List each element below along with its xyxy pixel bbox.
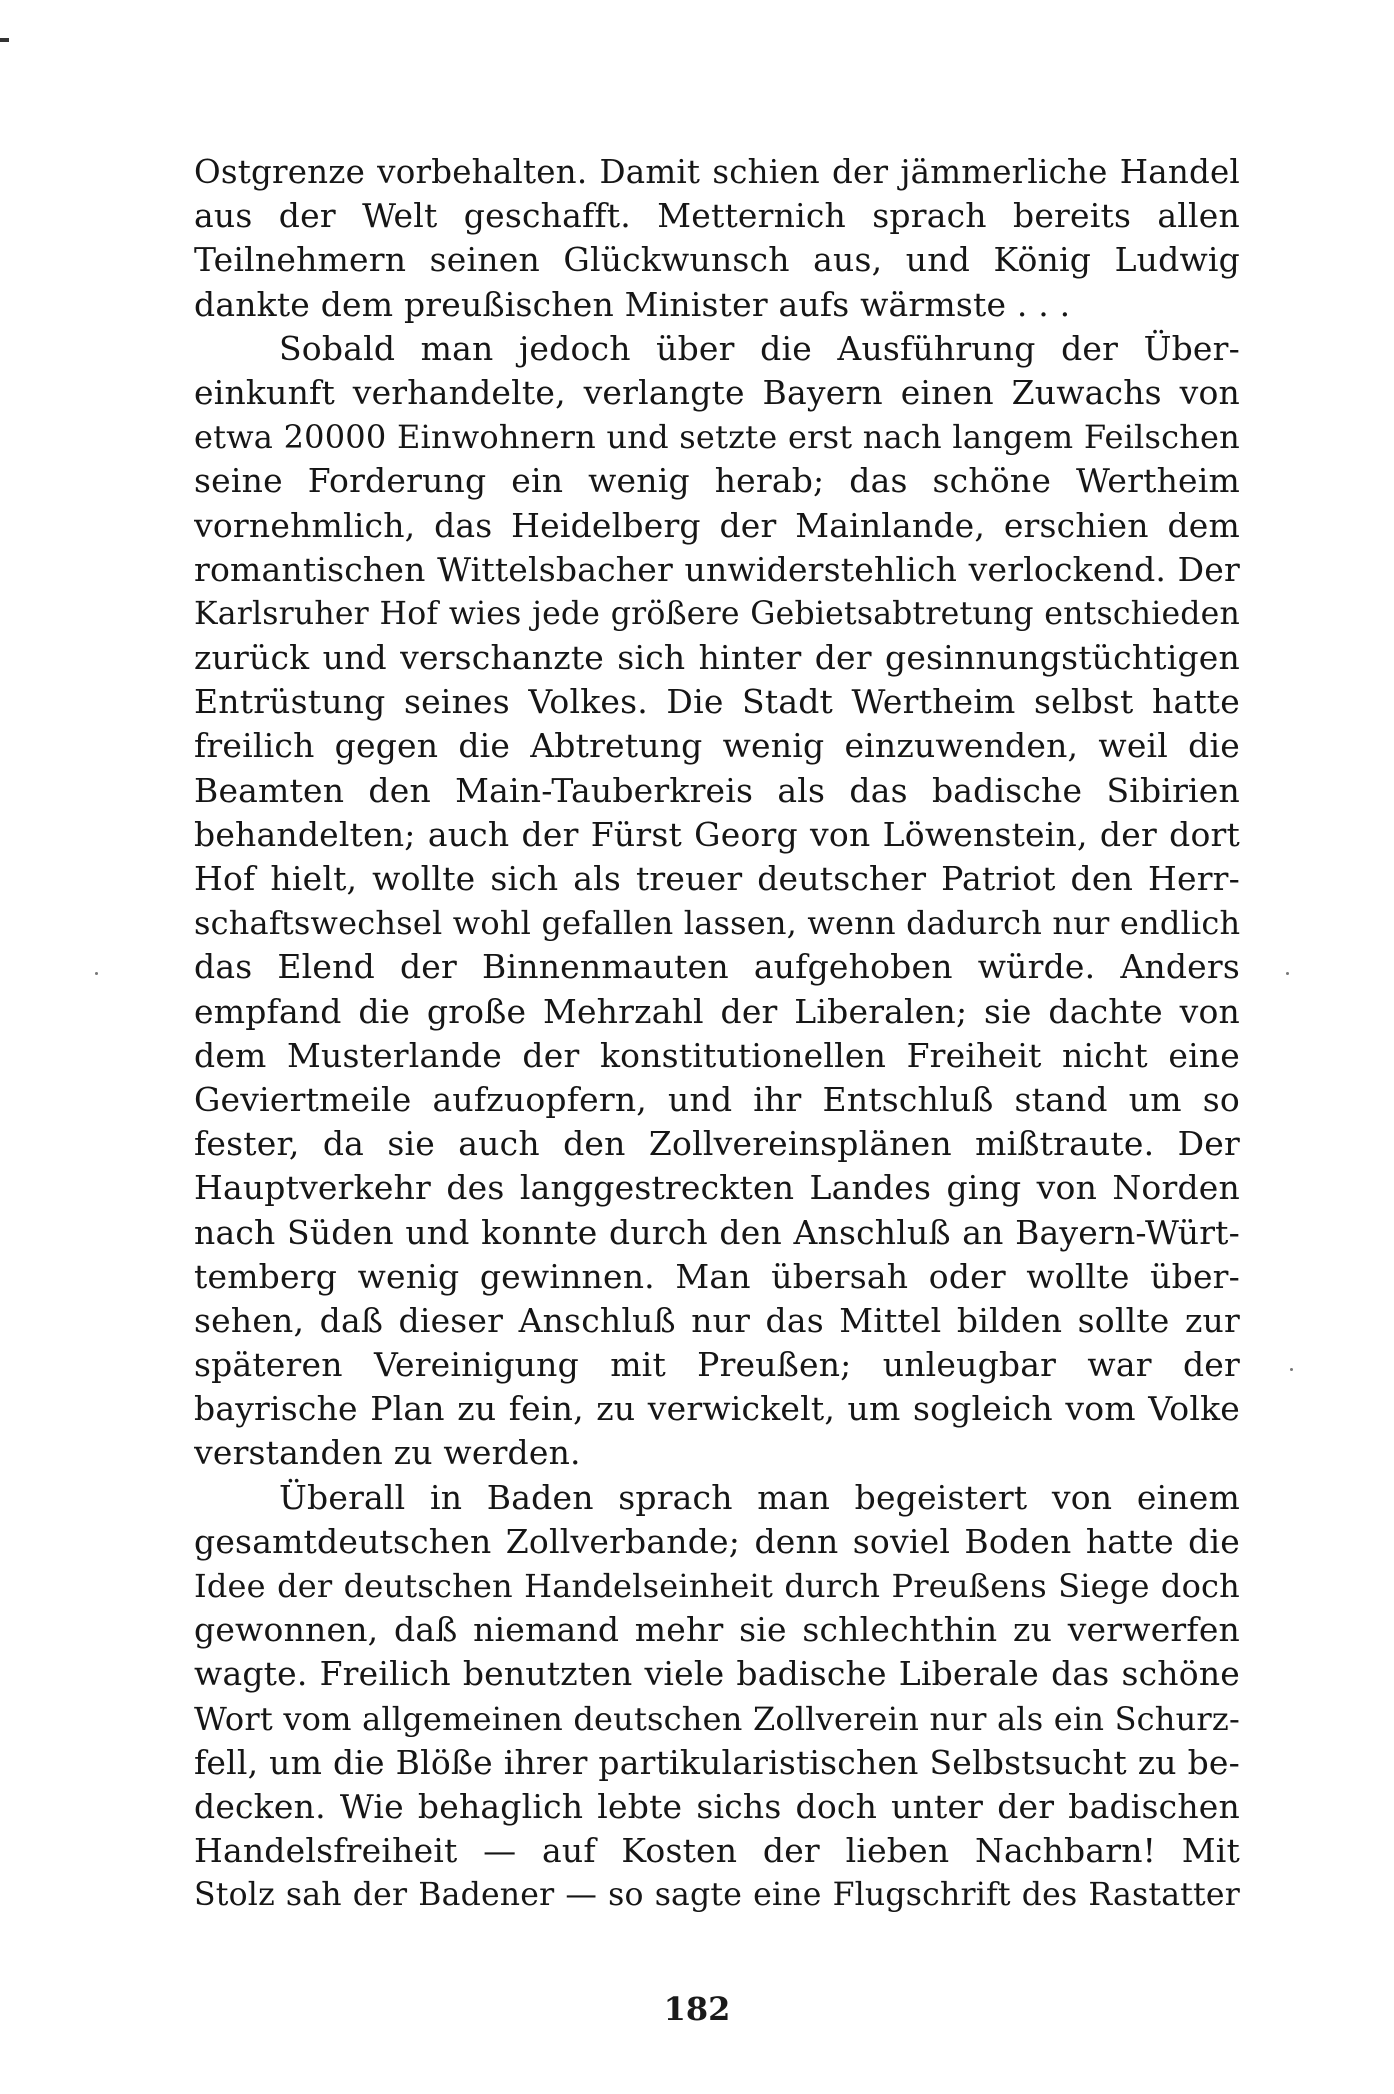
text-line: verstanden zu werden. — [194, 1433, 581, 1473]
text-line: nach Süden und konnte durch den Anschluß an Bayern-Würt- — [194, 1212, 1240, 1252]
text-line: Hauptverkehr des langgestreckten Landes ging von Norden — [194, 1168, 1240, 1208]
text-line: etwa 20000 Einwohnern und setzte erst nach langem Feilschen — [194, 418, 1240, 457]
text-line: dankte dem preußischen Minister aufs wärmste . . . — [194, 284, 1071, 324]
body-text — [194, 150, 1240, 1918]
text-line: gewonnen, daß niemand mehr sie schlechthin zu verwerfen — [194, 1610, 1240, 1650]
text-line: temberg wenig gewinnen. Man übersah oder wollte über- — [194, 1256, 1240, 1296]
text-line: Sobald man jedoch über die Ausführung der Über- — [279, 328, 1240, 368]
text-line: Entrüstung seines Volkes. Die Stadt Wertheim selbst hatte — [194, 682, 1240, 722]
text-line: Handelsfreiheit — auf Kosten der lieben Nachbarn! Mit — [194, 1831, 1240, 1871]
scan-speck — [95, 972, 98, 975]
text-line: Hof hielt, wollte sich als treuer deutscher Patriot den Herr- — [194, 859, 1240, 898]
text-line: Überall in Baden sprach man begeistert von einem — [279, 1477, 1240, 1517]
text-line: das Elend der Binnenmauten aufgehoben würde. Anders — [194, 947, 1240, 987]
text-line: späteren Vereinigung mit Preußen; unleugbar war der — [194, 1345, 1240, 1385]
text-line: bayrische Plan zu fein, zu verwickelt, um sogleich vom Volke — [194, 1389, 1240, 1429]
scan-mark — [0, 38, 9, 42]
text-line: Karlsruher Hof wies jede größere Gebietsabtretung entschieden — [194, 595, 1240, 632]
scan-speck — [1286, 972, 1289, 975]
text-line: romantischen Wittelsbacher unwiderstehlich verlockend. Der — [194, 549, 1240, 589]
text-line: Stolz sah der Badener — so sagte eine Flugschrift des Rastatter — [194, 1877, 1240, 1914]
text-line: gesamtdeutschen Zollverbande; denn soviel Boden hatte die — [194, 1521, 1240, 1561]
text-line: fester, da sie auch den Zollvereinsplänen mißtraute. Der — [194, 1124, 1240, 1164]
text-line: zurück und verschanzte sich hinter der gesinnungstüchtigen — [194, 638, 1240, 678]
text-line: empfand die große Mehrzahl der Liberalen; sie dachte von — [194, 991, 1240, 1031]
text-line: Teilnehmern seinen Glückwunsch aus, und König Ludwig — [194, 240, 1240, 280]
text-line: aus der Welt geschafft. Metternich sprach bereits allen — [194, 196, 1240, 236]
text-line: dem Musterlande der konstitutionellen Freiheit nicht eine — [194, 1035, 1240, 1075]
page-number: 182 — [663, 1990, 731, 2028]
text-line: Wort vom allgemeinen deutschen Zollverein nur als ein Schurz- — [194, 1699, 1240, 1738]
text-line: sehen, daß dieser Anschluß nur das Mittel bilden sollte zur — [194, 1300, 1240, 1340]
text-line: wagte. Freilich benutzten viele badische Liberale das schöne — [194, 1654, 1240, 1694]
text-line: Geviertmeile aufzuopfern, und ihr Entschluß stand um so — [194, 1079, 1240, 1119]
text-line: schaftswechsel wohl gefallen lassen, wenn dadurch nur endlich — [194, 904, 1240, 943]
text-line: Idee der deutschen Handelseinheit durch Preußens Siege doch — [194, 1567, 1240, 1605]
text-line: Ostgrenze vorbehalten. Damit schien der jämmerliche Handel — [194, 153, 1240, 191]
scan-speck — [1290, 1368, 1293, 1371]
text-line: Beamten den Main-Tauberkreis als das badische Sibirien — [194, 770, 1240, 810]
text-line: seine Forderung ein wenig herab; das schöne Wertheim — [194, 461, 1240, 501]
text-line: einkunft verhandelte, verlangte Bayern einen Zuwachs von — [194, 372, 1240, 412]
text-line: decken. Wie behaglich lebte sichs doch unter der badischen — [194, 1786, 1240, 1826]
text-line: vornehmlich, das Heidelberg der Mainlande, erschien dem — [194, 505, 1240, 545]
text-line: fell, um die Blöße ihrer partikularistischen Selbstsucht zu be- — [194, 1742, 1240, 1782]
text-line: behandelten; auch der Fürst Georg von Löwenstein, der dort — [194, 814, 1240, 854]
text-line: freilich gegen die Abtretung wenig einzuwenden, weil die — [194, 726, 1240, 766]
